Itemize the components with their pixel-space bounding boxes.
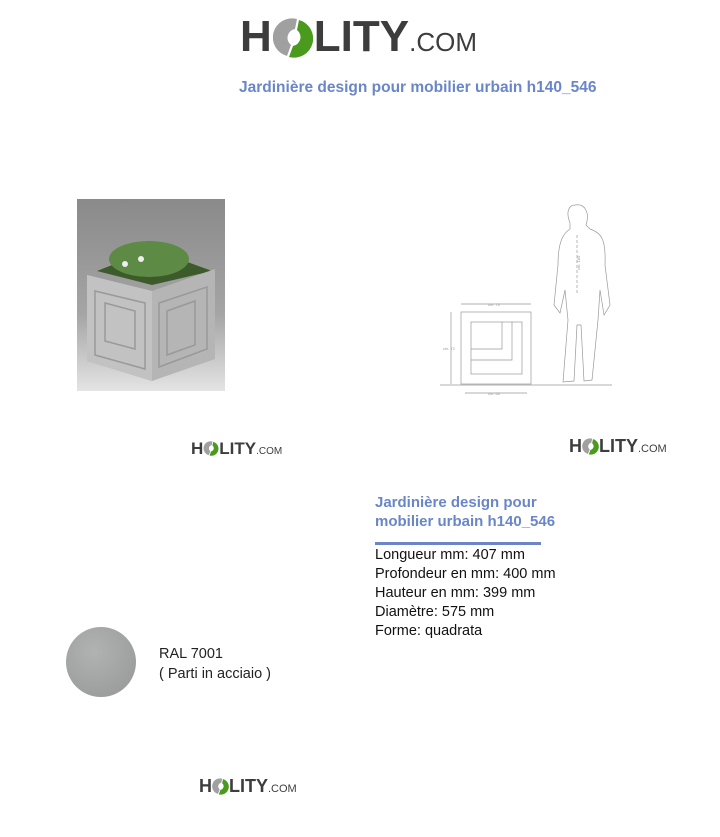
holity-logo-small <box>191 440 282 457</box>
spec-depth: Profondeur en mm: 400 mm <box>375 566 556 582</box>
product-title <box>375 493 555 531</box>
logo-letter: H <box>569 436 582 456</box>
ral-code: RAL 7001 <box>159 646 223 662</box>
logo-com: .COM <box>256 446 283 457</box>
logo-text: LITY <box>229 776 268 796</box>
dimension-drawing <box>430 195 630 405</box>
logo-letter: H <box>191 439 204 458</box>
spec-list <box>375 546 556 641</box>
logo-ring-icon <box>273 15 313 61</box>
width-label: cm. 70 <box>488 302 501 307</box>
product-photo <box>77 199 225 391</box>
spec-height: Hauteur en mm: 399 mm <box>375 585 536 601</box>
product-title-line: mobilier urbain h140_546 <box>375 513 556 530</box>
spec-diameter: Diamètre: 575 mm <box>375 604 495 620</box>
color-swatch <box>66 627 136 697</box>
logo-com: .COM <box>409 27 477 57</box>
spec-shape: Forme: quadrata <box>375 623 483 639</box>
holity-logo-small <box>569 437 667 456</box>
logo-com: .COM <box>268 783 297 795</box>
title-underline <box>375 542 541 545</box>
page-title: Jardinière design pour mobilier urbain h140_546 <box>239 79 597 96</box>
logo-text: LITY <box>599 436 638 456</box>
holity-logo <box>240 12 477 61</box>
ral-note: ( Parti in acciaio ) <box>159 666 272 682</box>
logo-text: LITY <box>219 439 257 458</box>
logo-ring-icon <box>582 437 599 456</box>
logo-ring-icon <box>212 777 229 796</box>
logo-letter: H <box>240 12 272 61</box>
product-title-line: Jardinière design pour <box>375 494 537 511</box>
person-label: cm. 180 <box>576 255 581 270</box>
height-label: cm. 72 <box>443 346 456 351</box>
spec-length: Longueur mm: 407 mm <box>375 547 525 563</box>
logo-ring-icon <box>203 440 219 457</box>
holity-logo-small <box>199 777 297 796</box>
base-label: cm. 60 <box>488 391 501 396</box>
logo-com: .COM <box>638 443 667 455</box>
logo-letter: H <box>199 776 212 796</box>
logo-text: LITY <box>313 12 410 61</box>
